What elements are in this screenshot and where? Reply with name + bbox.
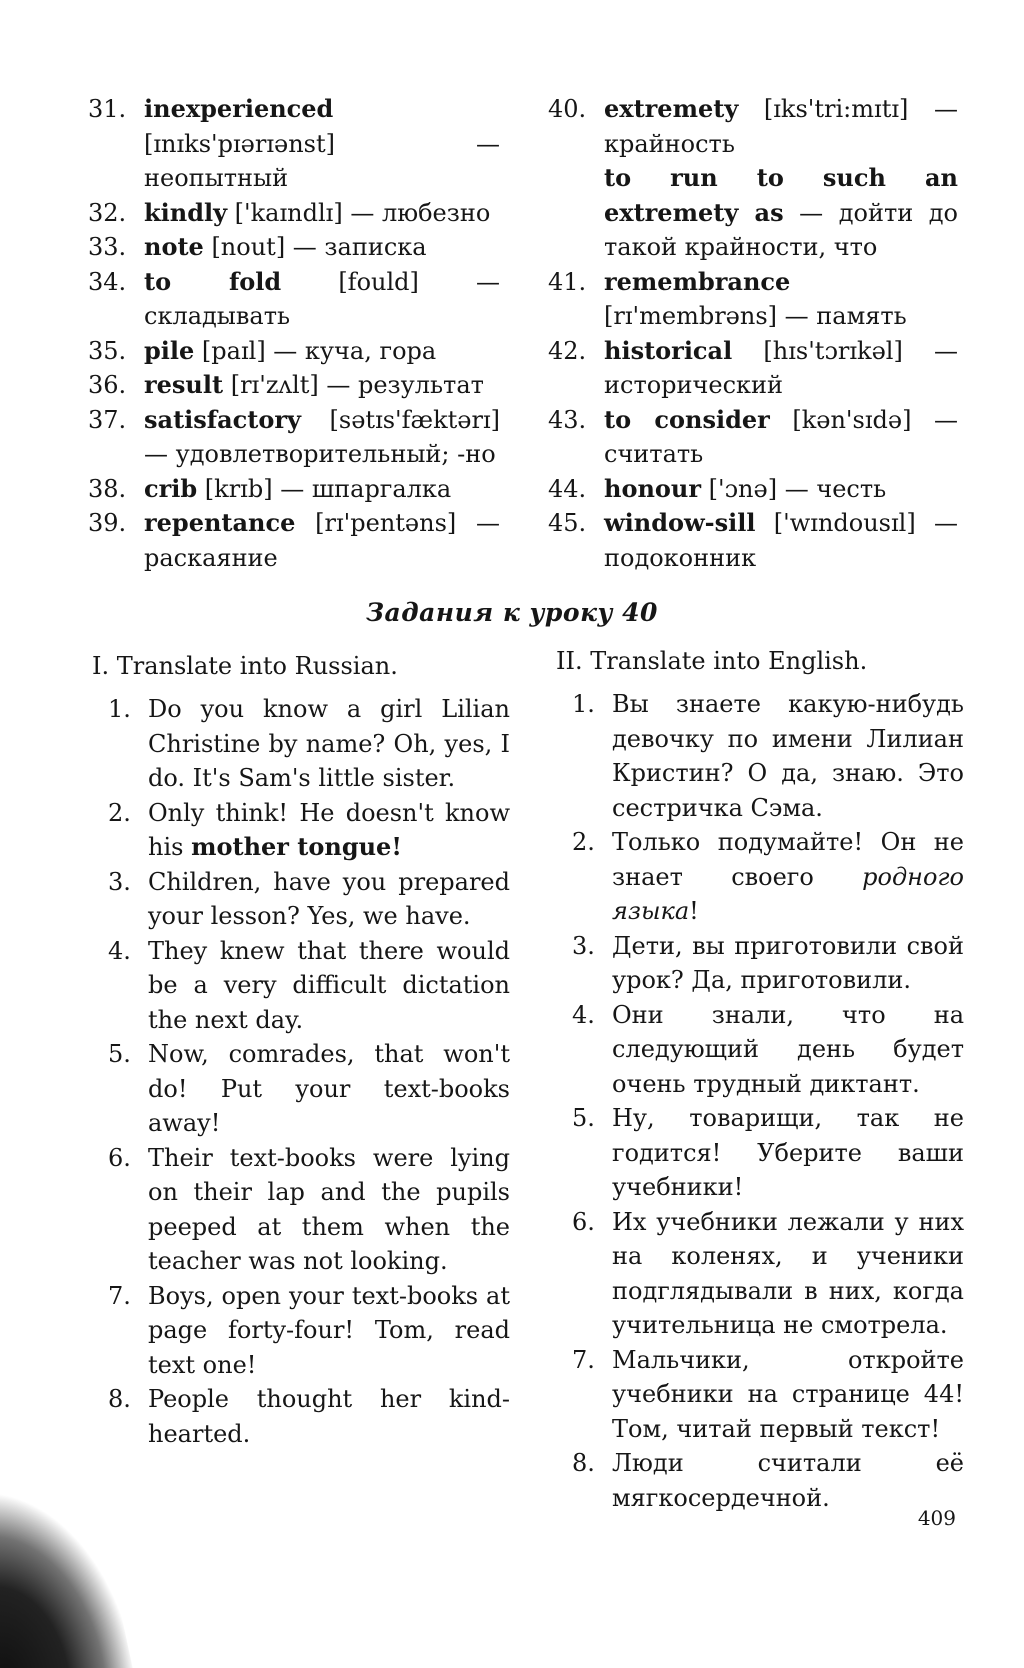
item-text: Their text-books were lying on their lap and the pupils peeped at them when the teacher was not looking. — [148, 1143, 510, 1275]
entry-definition: [rɪ'zʌlt] — результат — [223, 371, 484, 399]
entry-word: to fold — [144, 266, 282, 296]
item-text: Вы знаете какую-нибудь девочку по имени Лилиан Кристин? О да, знаю. Это сестричка Сэма. — [612, 690, 964, 822]
entry-definition: [rɪ'membrəns] — память — [604, 302, 907, 330]
entry-word: kindly — [144, 197, 228, 227]
item-text: Now, comrades, that won't do! Put your text-books away! — [148, 1040, 510, 1137]
entry-definition: [krɪb] — шпаргалка — [197, 474, 452, 503]
item-number: 4. — [572, 1000, 595, 1029]
vocab-entry — [548, 92, 958, 265]
entry-number: 39. — [88, 509, 127, 537]
entry-number: 37. — [88, 405, 127, 434]
vocab-entry — [548, 265, 958, 334]
item-number: 7. — [108, 1281, 131, 1310]
exercise-item — [556, 1343, 964, 1447]
entry-phrase: to run to such an extremety as — [604, 163, 958, 227]
exercise-item — [92, 692, 510, 796]
vocab-entry — [88, 472, 500, 507]
entry-number: 33. — [88, 233, 127, 261]
entry-word: crib — [144, 473, 198, 503]
vocab-entry — [548, 506, 958, 575]
entry-number: 32. — [88, 198, 127, 227]
item-number: 5. — [108, 1040, 131, 1068]
item-number: 2. — [572, 828, 595, 856]
entry-number: 38. — [88, 474, 127, 503]
vocab-entry — [88, 403, 500, 472]
entry-number: 41. — [548, 267, 587, 296]
item-text: Do you know a girl Lilian Christine by name? Oh, yes, I do. It's Sam's little sister. — [148, 695, 510, 792]
vocabulary-left-column — [88, 92, 500, 575]
item-text: Мальчики, откройте учебники на странице 44! Том, читай первый текст! — [612, 1345, 964, 1443]
page-number: 409 — [917, 1506, 956, 1530]
exercise-item — [556, 1101, 964, 1205]
entry-phrase-definition: — дойти до такой крайности, что — [604, 198, 958, 261]
entry-number: 45. — [548, 509, 587, 537]
exercise-item — [92, 1382, 510, 1451]
entry-definition: [kən'sɪdə] — считать — [604, 405, 958, 468]
vocabulary-right-column — [548, 92, 958, 575]
entry-word: pile — [144, 335, 195, 365]
exercise-item — [556, 1205, 964, 1343]
item-text: Children, have you prepared your lesson? Yes, we have. — [148, 867, 510, 930]
item-number: 5. — [572, 1104, 595, 1132]
entry-number: 40. — [548, 95, 587, 123]
exercise-item — [556, 929, 964, 998]
exercise-item — [556, 687, 964, 825]
item-text: Люди считали её мягкосердечной. — [612, 1449, 964, 1512]
item-number: 2. — [108, 798, 131, 827]
entry-definition: [paɪl] — куча, гора — [194, 336, 437, 365]
item-text: Boys, open your text-books at page forty-four! Tom, read text one! — [148, 1281, 510, 1379]
entry-definition: [ɪnɪks'pɪərɪənst] — неопытный — [144, 129, 500, 192]
item-text: People thought her kind-hearted. — [148, 1385, 510, 1448]
scan-shadow — [0, 1472, 145, 1668]
entry-number: 43. — [548, 405, 587, 434]
entry-word: remembrance — [604, 266, 791, 296]
item-text: They knew that there would be a very difficult dictation the next day. — [148, 936, 510, 1034]
entry-definition: ['kaɪndlɪ] — любезно — [227, 198, 491, 227]
entry-definition: ['ɔnə] — честь — [701, 474, 887, 503]
exercise-item — [92, 1141, 510, 1279]
exercise-item — [92, 865, 510, 934]
item-number: 1. — [572, 690, 595, 718]
item-number: 4. — [108, 936, 131, 965]
item-number: 6. — [108, 1143, 131, 1172]
entry-word: result — [144, 370, 224, 399]
vocab-entry — [88, 230, 500, 265]
exercise-item — [92, 1037, 510, 1141]
exercise-title: II. Translate into English. — [556, 647, 868, 675]
entry-definition: [ɪks'tri:mɪtɪ] — крайность — [604, 95, 958, 158]
item-number: 7. — [572, 1345, 595, 1374]
entry-number: 31. — [88, 95, 127, 123]
entry-word: to consider — [604, 404, 770, 434]
item-text-end: ! — [689, 897, 699, 925]
vocab-entry — [548, 403, 958, 472]
entry-word: historical — [604, 335, 733, 365]
item-text: Дети, вы приготовили свой урок? Да, приготовили. — [612, 931, 964, 994]
item-number: 8. — [572, 1449, 595, 1477]
entry-word: repentance — [144, 508, 296, 537]
section-heading: Задания к уроку 40 — [366, 598, 658, 627]
exercise-item — [556, 1446, 964, 1515]
item-number: 3. — [572, 931, 595, 960]
entry-number: 35. — [88, 336, 127, 365]
entry-word: window-sill — [604, 508, 756, 537]
entry-definition: [sətɪs'fæktərɪ] — удовлетворительный; -но — [144, 405, 500, 468]
vocab-entry — [88, 196, 500, 231]
vocab-entry — [88, 368, 500, 403]
vocab-entry — [88, 92, 500, 196]
item-text: Они знали, что на следующий день будет очень трудный диктант. — [612, 1000, 964, 1098]
vocab-entry — [88, 265, 500, 334]
exercise-item — [92, 796, 510, 865]
item-text: Only think! He doesn't know his — [148, 798, 510, 861]
exercise-item — [92, 934, 510, 1038]
entry-definition: [nout] — записка — [203, 233, 427, 261]
item-emphasis: родного языка — [612, 862, 964, 925]
item-number: 3. — [108, 867, 131, 896]
item-text: Ну, товарищи, так не годится! Уберите ваши учебники! — [612, 1104, 964, 1201]
item-number: 1. — [108, 695, 131, 723]
exercise-title: I. Translate into Russian. — [92, 652, 398, 680]
item-number: 6. — [572, 1207, 595, 1236]
entry-word: honour — [604, 473, 702, 503]
entry-definition: [fould] — складывать — [144, 267, 500, 330]
entry-definition: [rɪ'pentəns] — раскаяние — [144, 509, 500, 572]
entry-number: 42. — [548, 336, 587, 365]
exercise-item — [92, 1279, 510, 1383]
exercise-translate-into-russian — [92, 648, 510, 1451]
entry-number: 36. — [88, 371, 127, 399]
entry-definition: [hɪs'tɔrɪkəl] — исторический — [604, 336, 958, 399]
vocab-entry — [88, 506, 500, 575]
entry-word: extremety — [604, 94, 739, 123]
item-number: 8. — [108, 1385, 131, 1413]
exercise-item — [556, 825, 964, 929]
vocab-entry — [88, 334, 500, 369]
vocab-entry — [548, 334, 958, 403]
entry-definition: ['wɪndousɪl] — подоконник — [604, 509, 958, 572]
entry-word: inexperienced — [144, 94, 334, 123]
item-text: Их учебники лежали у них на коленях, и ученики подглядывали в них, когда учительница не смотрела. — [612, 1207, 964, 1339]
entry-word: satisfactory — [144, 404, 301, 434]
item-text: Только подумайте! Он не знает своего — [612, 828, 964, 891]
item-emphasis: mother tongue! — [191, 832, 402, 861]
vocab-entry — [548, 472, 958, 507]
entry-word: note — [144, 232, 204, 261]
entry-number: 44. — [548, 474, 587, 503]
exercise-item — [556, 998, 964, 1102]
exercise-translate-into-english — [556, 643, 964, 1515]
entry-number: 34. — [88, 267, 127, 296]
